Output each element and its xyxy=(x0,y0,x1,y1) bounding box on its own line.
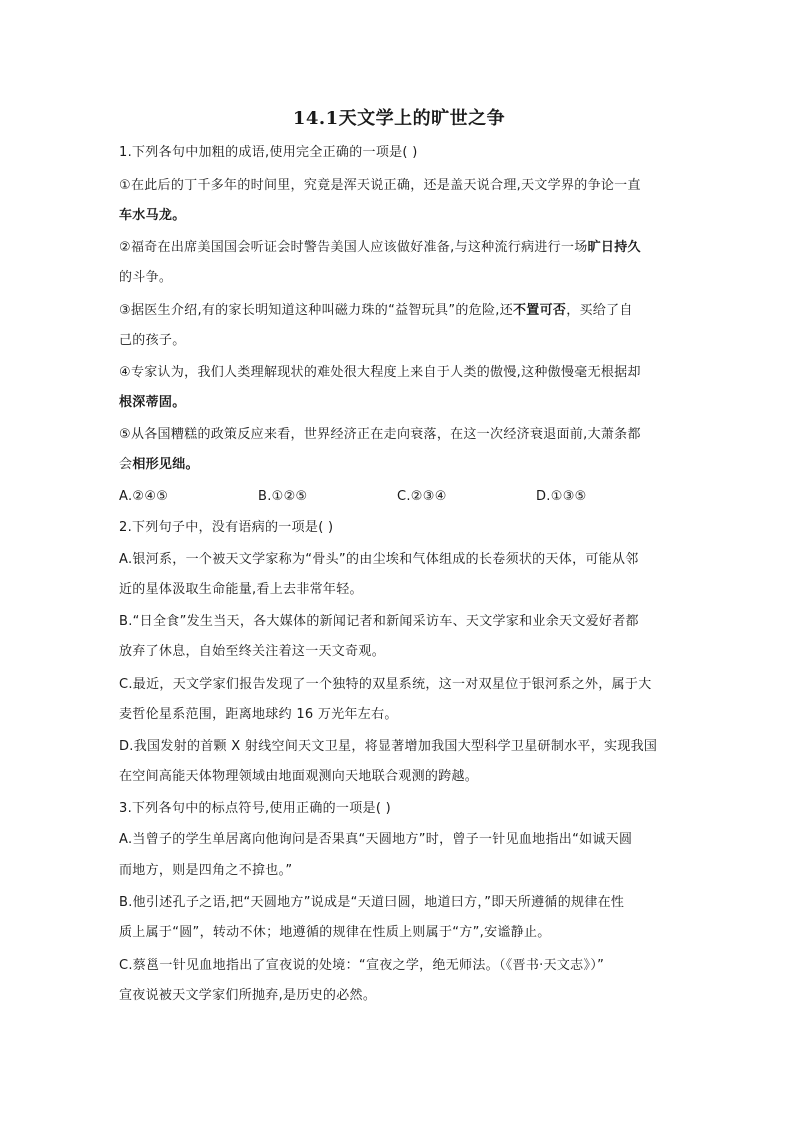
q1-option-d: D.①③⑤ xyxy=(536,489,587,504)
q2-option-a-line-1: A.银河系，一个被天文学家称为“骨头”的由尘埃和气体组成的长卷须状的天体，可能从邻 xyxy=(119,552,639,567)
q1-sentence-1-idiom: 车水马龙。 xyxy=(119,208,186,223)
q1-sentence-5-text: 会 xyxy=(119,457,133,472)
q1-sentence-5-line-1: ⑤从各国糟糕的政策反应来看，世界经济正在走向衰落，在这一次经济衰退面前,大萧条都 xyxy=(119,427,641,442)
q1-sentence-2-line-2: 的斗争。 xyxy=(119,270,173,285)
q1-sentence-2-text: ②福奇在出席美国国会听证会时警告美国人应该做好准备,与这种流行病进行一场 xyxy=(119,240,588,255)
q1-sentence-3-line-2: 己的孩子。 xyxy=(119,333,186,348)
q1-sentence-5-idiom: 相形见绌。 xyxy=(132,457,199,472)
q3-option-a-line-1: A.当曾子的学生单居离向他询问是否果真“天圆地方”时，曾子一针见血地指出“如诚天圆 xyxy=(119,832,633,847)
q2-option-c-line-1: C.最近，天文学家们报告发现了一个独特的双星系统，这一对双星位于银河系之外，属于大 xyxy=(119,677,652,692)
q1-sentence-4-line-1: ④专家认为，我们人类理解现状的难处很大程度上来自于人类的傲慢,这种傲慢毫无根据却 xyxy=(119,365,641,380)
q2-option-d-line-1: D.我国发射的首颗 X 射线空间天文卫星，将显著增加我国大型科学卫星研制水平，实现我国 xyxy=(119,739,658,754)
q3-option-c-line-2: 宣夜说被天文学家们所抛弃,是历史的必然。 xyxy=(119,988,377,1003)
q2-option-d-line-2: 在空间高能天体物理领域由地面观测向天地联合观测的跨越。 xyxy=(119,769,479,784)
q1-sentence-3-text-end: ，买给了自 xyxy=(566,303,633,318)
q1-sentence-2-line-1 xyxy=(119,238,641,258)
page-title: 14.1天文学上的旷世之争 xyxy=(292,108,506,129)
q3-option-b-line-2: 质上属于“圆”，转动不休；地遵循的规律在性质上则属于“方”,安谧静止。 xyxy=(119,925,551,940)
q2-stem: 2.下列句子中，没有语病的一项是( ) xyxy=(119,520,334,535)
q1-sentence-1-line-1: ①在此后的丁千多年的时间里，究竟是浑天说正确，还是盖天说合理,天文学界的争论一直 xyxy=(119,178,641,193)
q2-option-a-line-2: 近的星体汲取生命能量,看上去非常年轻。 xyxy=(119,582,363,597)
q2-option-c-line-2: 麦哲伦星系范围，距离地球约 16 万光年左右。 xyxy=(119,707,398,722)
q3-option-a-line-2: 而地方，则是四角之不揜也。” xyxy=(119,863,293,878)
q3-option-b-line-1: B.他引述孔子之语,把“天圆地方”说成是“天道曰圆，地道曰方，”即天所遵循的规律在性 xyxy=(119,895,625,910)
q1-sentence-5-line-2 xyxy=(119,455,199,475)
q2-option-b-line-1: B.“日全食”发生当天，各大媒体的新闻记者和新闻采访车、天文学家和业余天文爱好者都 xyxy=(119,614,639,629)
q2-option-b-line-2: 放弃了休息，自始至终关注着这一天文奇观。 xyxy=(119,644,386,659)
q3-option-c-line-1: C.蔡邕一针见血地指出了宣夜说的处境：“宣夜之学，绝无师法。（《晋书·天文志》）” xyxy=(119,958,605,973)
q3-stem: 3.下列各句中的标点符号,使用正确的一项是( ) xyxy=(119,801,392,816)
q1-sentence-2-idiom: 旷日持久 xyxy=(587,240,641,255)
q1-option-b: B.①②⑤ xyxy=(258,489,308,504)
q1-sentence-3-line-1 xyxy=(119,301,633,321)
q1-sentence-3-idiom: 不置可否 xyxy=(513,303,567,318)
q1-sentence-4-idiom: 根深蒂固。 xyxy=(119,395,186,410)
q1-option-a: A.②④⑤ xyxy=(119,489,169,504)
q1-options xyxy=(119,487,679,507)
q1-stem: 1.下列各句中加粗的成语,使用完全正确的一项是( ) xyxy=(119,145,418,160)
q1-sentence-3-text: ③据医生介绍,有的家长明知道这种叫磁力珠的“益智玩具”的危险,还 xyxy=(119,303,513,318)
q1-option-c: C.②③④ xyxy=(397,489,447,504)
